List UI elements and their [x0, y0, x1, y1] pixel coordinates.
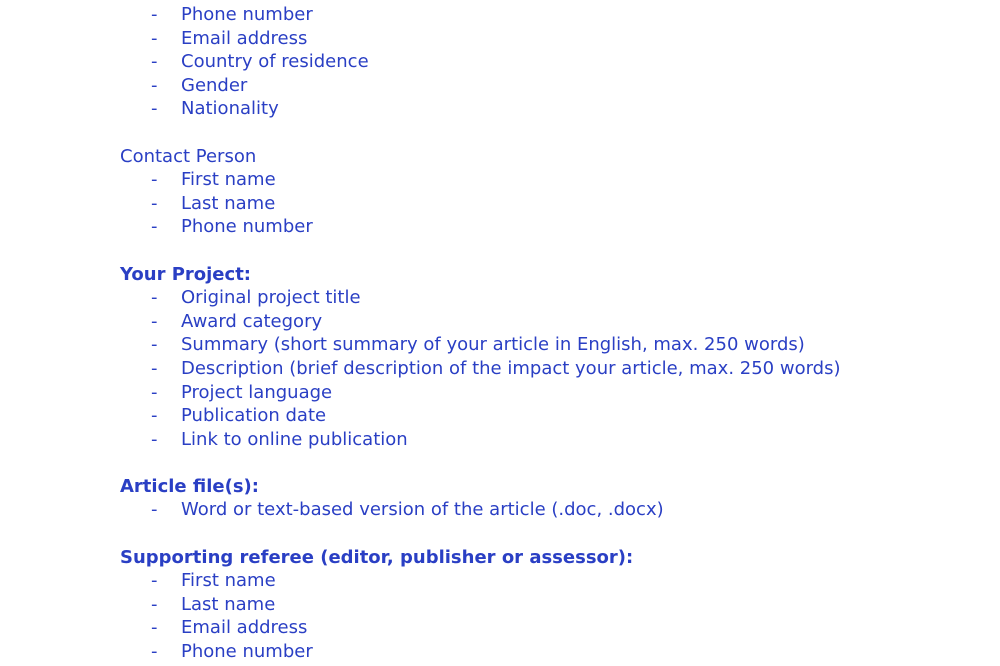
list-item-text: Phone number — [181, 4, 313, 25]
section-applicant-continued — [0, 3, 1000, 121]
list-item-text: Last name — [181, 593, 276, 615]
list-dash: - — [151, 169, 158, 191]
list-item — [0, 286, 1000, 310]
list-item — [0, 27, 1000, 51]
list-dash: - — [151, 499, 158, 521]
list-item — [0, 3, 1000, 27]
list-dash: - — [151, 287, 158, 309]
list-item-text: Nationality — [181, 98, 279, 120]
list-dash: - — [151, 74, 158, 96]
list-item — [0, 192, 1000, 216]
list-item — [0, 168, 1000, 192]
list-dash: - — [151, 27, 158, 49]
list-dash: - — [151, 593, 158, 615]
list-item-text: Publication date — [181, 405, 327, 427]
list-dash: - — [151, 98, 158, 120]
section-article-files — [0, 475, 1000, 522]
spacer — [0, 239, 1000, 263]
list-dash: - — [151, 405, 158, 427]
list-item-text: Award category — [181, 310, 323, 332]
list-item — [0, 333, 1000, 357]
list-dash: - — [151, 617, 158, 639]
list-item-text: First name — [181, 169, 276, 191]
list-item — [0, 50, 1000, 74]
list-item-text: Phone number — [181, 641, 313, 663]
list-item — [0, 569, 1000, 593]
list-item — [0, 215, 1000, 239]
list-item — [0, 97, 1000, 121]
list-dash: - — [151, 381, 158, 403]
list-item-text: Summary (short summary of your article in English, max. 250 words) — [181, 334, 805, 356]
section-heading: Contact Person — [120, 145, 257, 167]
section-your-project — [0, 263, 1000, 452]
list-item — [0, 381, 1000, 405]
list-item — [0, 357, 1000, 381]
list-item-text: Email address — [181, 617, 308, 639]
list-dash: - — [151, 334, 158, 356]
list-item-text: Email address — [181, 27, 308, 49]
list-dash: - — [151, 216, 158, 238]
list-item — [0, 640, 1000, 664]
list-item — [0, 74, 1000, 98]
list-item — [0, 593, 1000, 617]
list-item — [0, 498, 1000, 522]
list-item — [0, 616, 1000, 640]
list-dash: - — [151, 641, 158, 663]
list-item-text: Gender — [181, 74, 248, 96]
spacer — [0, 121, 1000, 145]
list-dash: - — [151, 357, 158, 379]
list-dash: - — [151, 570, 158, 592]
section-supporting-referee — [0, 546, 1000, 664]
section-heading: Supporting referee (editor, publisher or assessor): — [120, 546, 634, 568]
section-heading: Your Project: — [120, 263, 251, 285]
list-dash: - — [151, 428, 158, 450]
list-dash: - — [151, 51, 158, 73]
spacer — [0, 522, 1000, 546]
list-dash: - — [151, 310, 158, 332]
list-item — [0, 310, 1000, 334]
list-item-text: Country of residence — [181, 51, 369, 73]
list-item-text: Word or text-based version of the article (.doc, .docx) — [181, 499, 664, 521]
list-item-text: Phone number — [181, 216, 313, 238]
list-item-text: Link to online publication — [181, 428, 408, 450]
section-heading: Article file(s): — [120, 475, 259, 497]
list-item-text: Last name — [181, 192, 276, 214]
list-item-text: Description (brief description of the impact your article, max. 250 words) — [181, 357, 841, 379]
list-item-text: Project language — [181, 381, 333, 403]
list-item-text: Original project title — [181, 287, 361, 309]
document-body — [0, 3, 1000, 664]
list-dash: - — [151, 4, 158, 25]
list-item — [0, 428, 1000, 452]
section-contact-person — [0, 145, 1000, 239]
list-item — [0, 404, 1000, 428]
list-dash: - — [151, 192, 158, 214]
list-item-text: First name — [181, 570, 276, 592]
spacer — [0, 451, 1000, 475]
